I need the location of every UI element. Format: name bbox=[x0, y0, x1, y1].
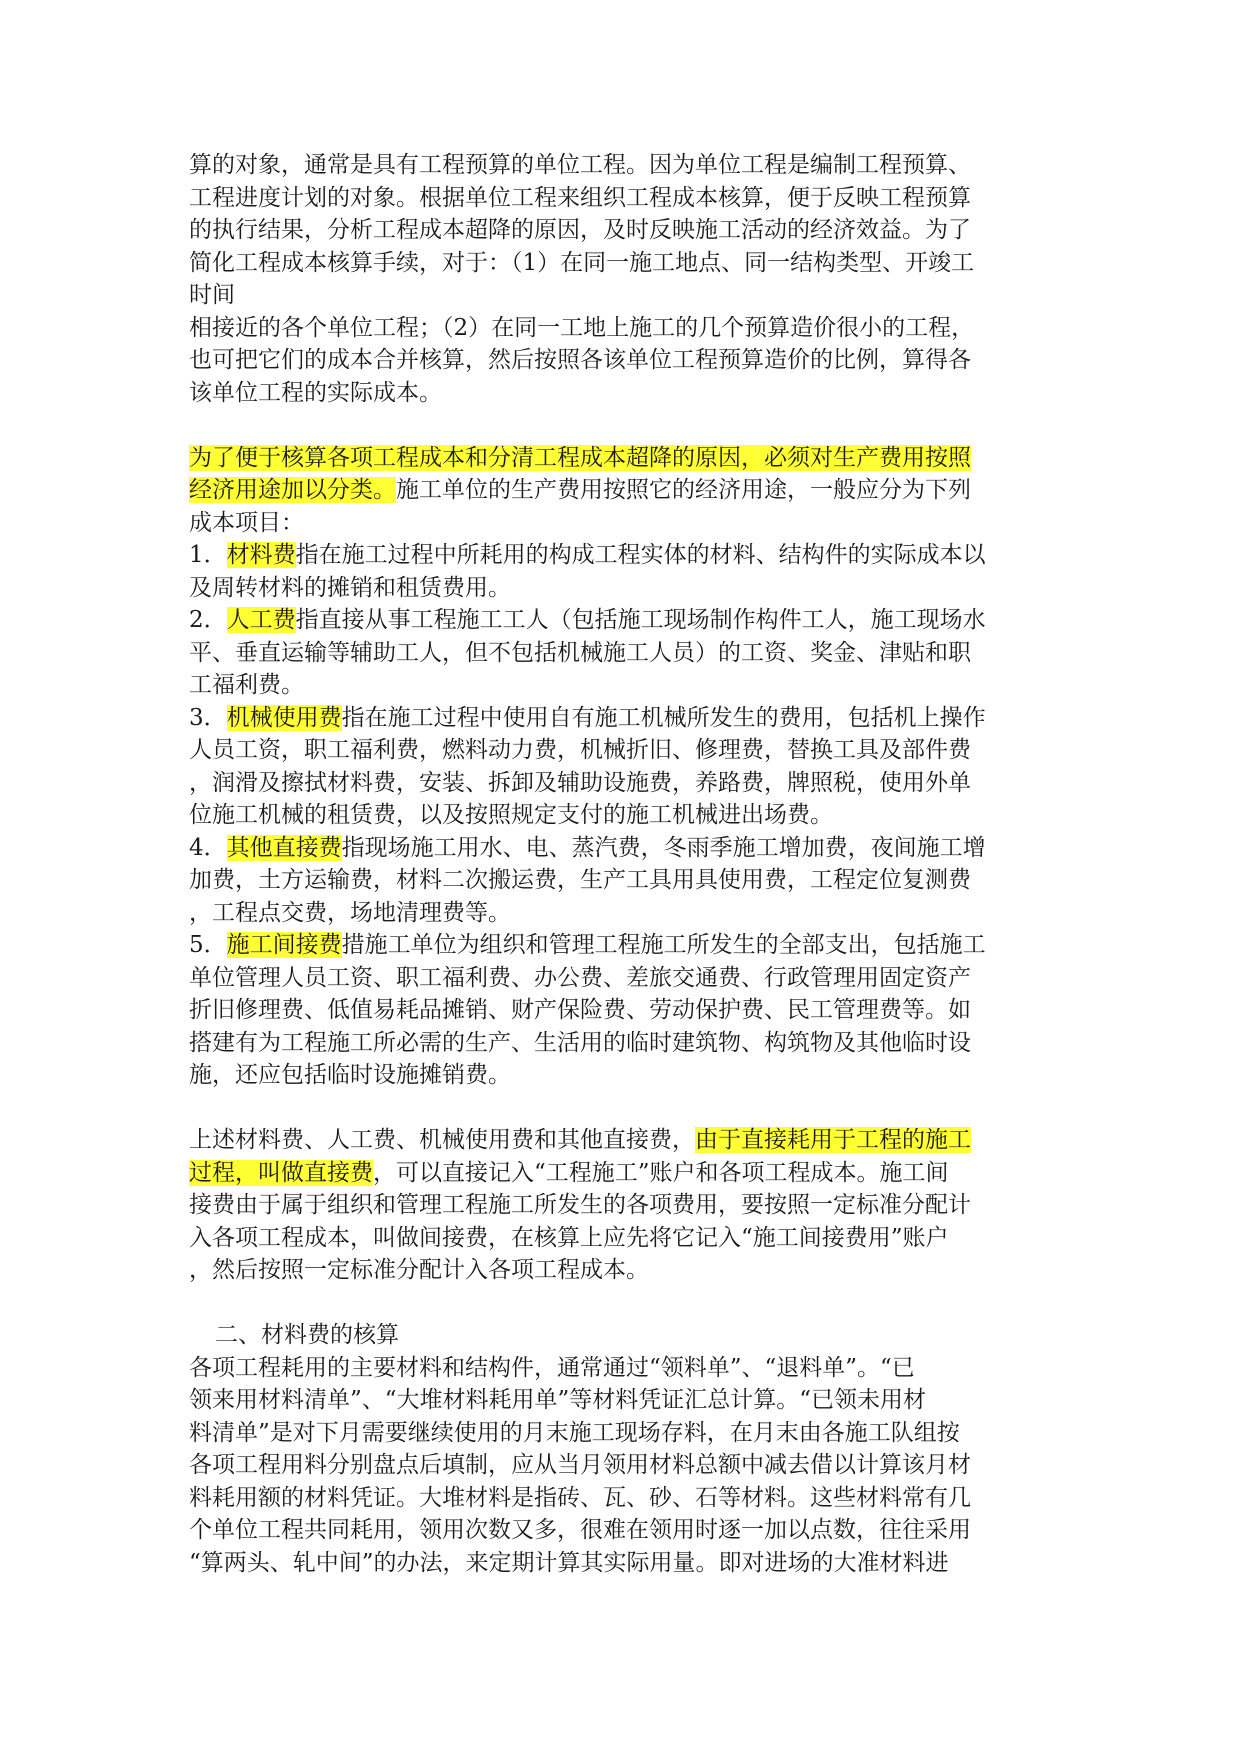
list-item-2 bbox=[189, 604, 1055, 702]
text-line: 个单位工程共同耗用，领用次数又多，很难在领用时逐一加以点数，往往采用 bbox=[189, 1517, 971, 1543]
item-number: 2． bbox=[189, 607, 227, 633]
item-number: 1． bbox=[189, 542, 227, 568]
text-line: 也可把它们的成本合并核算，然后按照各该单位工程预算造价的比例，算得各 bbox=[189, 347, 971, 373]
highlighted-term: 其他直接费 bbox=[226, 834, 342, 861]
paragraph-spacer bbox=[189, 1092, 1055, 1125]
text-line bbox=[189, 474, 1055, 507]
text-line bbox=[189, 1157, 1055, 1190]
text-line: 平、垂直运输等辅助工人，但不包括机械施工人员）的工资、奖金、津贴和职 bbox=[189, 639, 971, 666]
text-line bbox=[189, 442, 1055, 475]
document-page bbox=[189, 149, 1055, 1579]
text-line: 工程进度计划的对象。根据单位工程来组织工程成本核算，便于反映工程预算 bbox=[189, 184, 971, 211]
text-line bbox=[189, 604, 1055, 637]
paragraph-spacer bbox=[189, 1287, 1055, 1320]
text-line: 相接近的各个单位工程；（2）在同一工地上施工的几个预算造价很小的工程， bbox=[189, 314, 975, 341]
item-number: 4． bbox=[189, 834, 227, 861]
text-line: 位施工机械的租赁费，以及按照规定支付的施工机械进出场费。 bbox=[189, 802, 833, 828]
highlighted-term: 施工间接费 bbox=[226, 932, 342, 958]
text-run: ，可以直接记入“工程施工”账户和各项工程成本。施工间 bbox=[373, 1159, 949, 1186]
text-run: 指直接从事工程施工工人（包括施工现场制作构件工人，施工现场水 bbox=[295, 607, 986, 633]
text-line: ，然后按照一定标准分配计入各项工程成本。 bbox=[189, 1257, 649, 1283]
paragraph-3 bbox=[189, 1124, 1055, 1287]
text-run: 施工单位的生产费用按照它的经济用途，一般应分为下列 bbox=[396, 477, 971, 503]
text-line: 接费由于属于组织和管理工程施工所发生的各项费用，要按照一定标准分配计 bbox=[189, 1192, 971, 1218]
text-line: 料清单”是对下月需要继续使用的月末施工现场存料，在月末由各施工队组按 bbox=[189, 1419, 960, 1446]
text-line bbox=[189, 539, 1055, 572]
paragraph-spacer bbox=[189, 409, 1055, 442]
text-line: 各项工程用料分别盘点后填制，应从当月领用材料总额中减去借以计算该月材 bbox=[189, 1452, 971, 1478]
text-line: 成本项目： bbox=[189, 509, 304, 536]
highlighted-text: 为了便于核算各项工程成本和分清工程成本超降的原因，必须对生产费用按照 bbox=[189, 444, 971, 471]
text-line: 人员工资，职工福利费，燃料动力费，机械折旧、修理费，替换工具及部件费 bbox=[189, 737, 971, 763]
section-2 bbox=[189, 1319, 1055, 1579]
text-line: 该单位工程的实际成本。 bbox=[189, 379, 442, 406]
text-line: ，润滑及擦拭材料费，安装、拆卸及辅助设施费，养路费，牌照税，使用外单 bbox=[189, 769, 971, 796]
text-line: 时间 bbox=[189, 282, 235, 308]
paragraph-1 bbox=[189, 149, 1055, 409]
text-run: 指现场施工用水、电、蒸汽费，冬雨季施工增加费，夜间施工增 bbox=[341, 834, 986, 861]
text-line bbox=[189, 702, 1055, 735]
list-item-3 bbox=[189, 702, 1055, 832]
highlighted-text: 由于直接耗用于工程的施工 bbox=[695, 1127, 971, 1153]
highlighted-text: 过程，叫做直接费 bbox=[189, 1159, 373, 1186]
text-line: 施，还应包括临时设施摊销费。 bbox=[189, 1062, 511, 1088]
section-heading: 二、材料费的核算 bbox=[215, 1322, 399, 1348]
item-number: 5． bbox=[189, 932, 227, 958]
text-run: 指在施工过程中所耗用的构成工程实体的材料、结构件的实际成本以 bbox=[295, 542, 986, 568]
paragraph-2 bbox=[189, 442, 1055, 540]
text-run: 指在施工过程中使用自有施工机械所发生的费用，包括机上操作 bbox=[341, 704, 986, 731]
text-line: “算两头、轧中间”的办法，来定期计算其实际用量。即对进场的大准材料进 bbox=[189, 1549, 949, 1576]
text-line: 简化工程成本核算手续，对于：（1）在同一施工地点、同一结构类型、开竣工 bbox=[189, 249, 975, 276]
highlighted-term: 材料费 bbox=[226, 542, 296, 568]
text-line: 加费，土方运输费，材料二次搬运费，生产工具用具使用费，工程定位复测费 bbox=[189, 867, 971, 893]
text-line bbox=[189, 1124, 1055, 1157]
text-line: 工福利费。 bbox=[189, 672, 304, 698]
text-line: 料耗用额的材料凭证。大堆材料是指砖、瓦、砂、石等材料。这些材料常有几 bbox=[189, 1484, 971, 1511]
item-number: 3． bbox=[189, 704, 227, 731]
text-line: 各项工程耗用的主要材料和结构件，通常通过“领料单”、“退料单”。“已 bbox=[189, 1354, 915, 1381]
text-line: ，工程点交费，场地清理费等。 bbox=[189, 899, 511, 926]
list-item-1 bbox=[189, 539, 1055, 604]
text-line: 搭建有为工程施工所必需的生产、生活用的临时建筑物、构筑物及其他临时设 bbox=[189, 1029, 971, 1056]
highlighted-term: 人工费 bbox=[226, 607, 296, 633]
list-item-4 bbox=[189, 832, 1055, 930]
text-run: 措施工单位为组织和管理工程施工所发生的全部支出，包括施工 bbox=[341, 932, 986, 958]
text-line bbox=[189, 832, 1055, 865]
text-run: 上述材料费、人工费、机械使用费和其他直接费， bbox=[189, 1127, 695, 1153]
text-line: 折旧修理费、低值易耗品摊销、财产保险费、劳动保护费、民工管理费等。如 bbox=[189, 997, 971, 1023]
highlighted-term: 机械使用费 bbox=[226, 704, 342, 731]
text-line: 的执行结果，分析工程成本超降的原因，及时反映施工活动的经济效益。为了 bbox=[189, 217, 971, 243]
list-item-5 bbox=[189, 929, 1055, 1092]
text-line: 算的对象，通常是具有工程预算的单位工程。因为单位工程是编制工程预算、 bbox=[189, 152, 971, 178]
text-line: 单位管理人员工资、职工福利费、办公费、差旅交通费、行政管理用固定资产 bbox=[189, 964, 971, 991]
highlighted-text: 经济用途加以分类。 bbox=[189, 477, 396, 503]
text-line bbox=[189, 929, 1055, 962]
text-line: 及周转材料的摊销和租赁费用。 bbox=[189, 574, 511, 601]
text-line: 领来用材料清单”、“大堆材料耗用单”等材料凭证汇总计算。“已领未用材 bbox=[189, 1387, 927, 1413]
text-line: 入各项工程成本，叫做间接费，在核算上应先将它记入“施工间接费用”账户 bbox=[189, 1224, 949, 1251]
